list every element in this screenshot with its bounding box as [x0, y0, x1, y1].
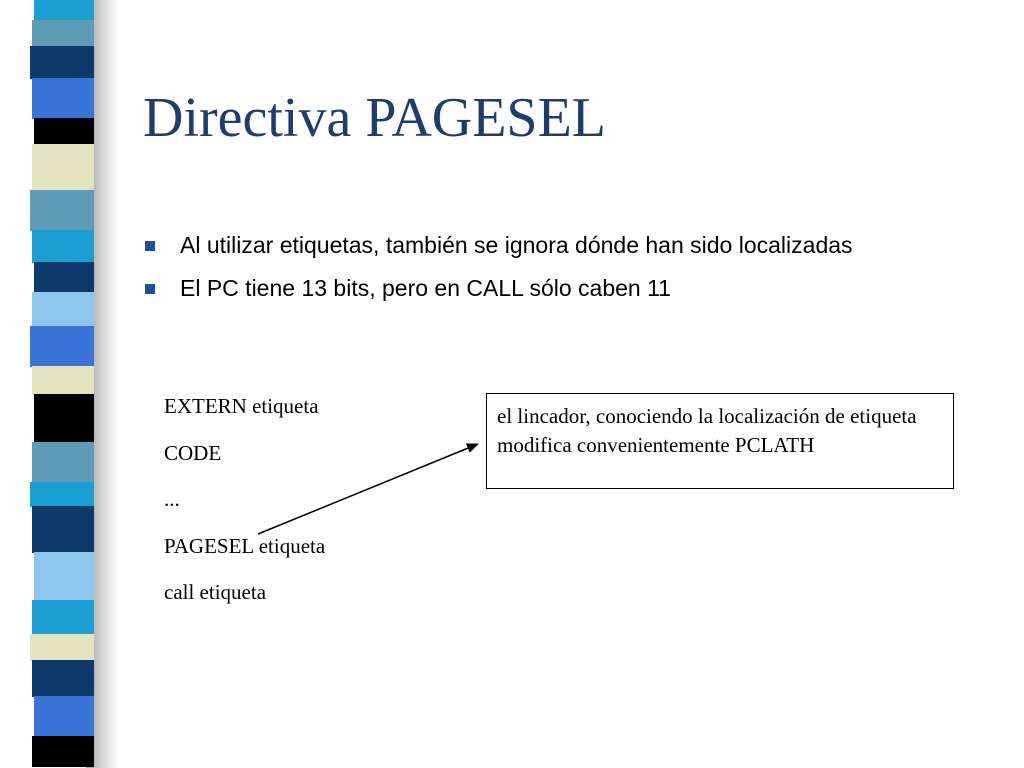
stripe-band [30, 634, 94, 661]
square-bullet-icon [145, 284, 155, 294]
code-listing [164, 392, 325, 625]
stripe-band [34, 118, 94, 145]
code-line: ... [164, 487, 180, 511]
stripe-band [32, 366, 94, 395]
square-bullet-icon [145, 241, 155, 251]
stripe-band [32, 78, 94, 119]
stripe-band [34, 696, 94, 737]
stripe-band [30, 326, 94, 367]
code-line: PAGESEL etiqueta [164, 533, 326, 558]
stripe-band [32, 600, 94, 635]
bullet-list [143, 228, 903, 314]
stripe-band [32, 292, 94, 327]
stripe-band [32, 230, 94, 263]
bullet-item [143, 228, 903, 262]
stripe-band [32, 144, 94, 191]
bullet-item [143, 271, 903, 305]
slide-title: Directiva PAGESEL [143, 87, 606, 149]
stripe-band [30, 482, 94, 507]
stripe-band [34, 262, 94, 293]
code-line: CODE [164, 440, 222, 465]
bullet-text: El PC tiene 13 bits, pero en CALL sólo caben 11 [180, 275, 671, 301]
stripe-band [34, 552, 94, 601]
code-line: call etiqueta [164, 580, 267, 604]
stripe-band [32, 736, 94, 767]
decorative-stripe [28, 0, 100, 768]
note-box: el lincador, conociendo la localización de etiqueta modifica convenientemente PCLATH [486, 393, 954, 489]
stripe-band [32, 506, 94, 553]
stripe-band [30, 46, 94, 79]
stripe-band [32, 660, 94, 697]
stripe-band [34, 394, 94, 443]
code-line: EXTERN etiqueta [164, 394, 319, 418]
bullet-text: Al utilizar etiquetas, también se ignora dónde han sido localizadas [180, 232, 853, 258]
stripe-band [34, 0, 94, 21]
stripe-band [30, 190, 94, 231]
stripe-band [32, 20, 94, 47]
stripe-band [32, 442, 94, 483]
